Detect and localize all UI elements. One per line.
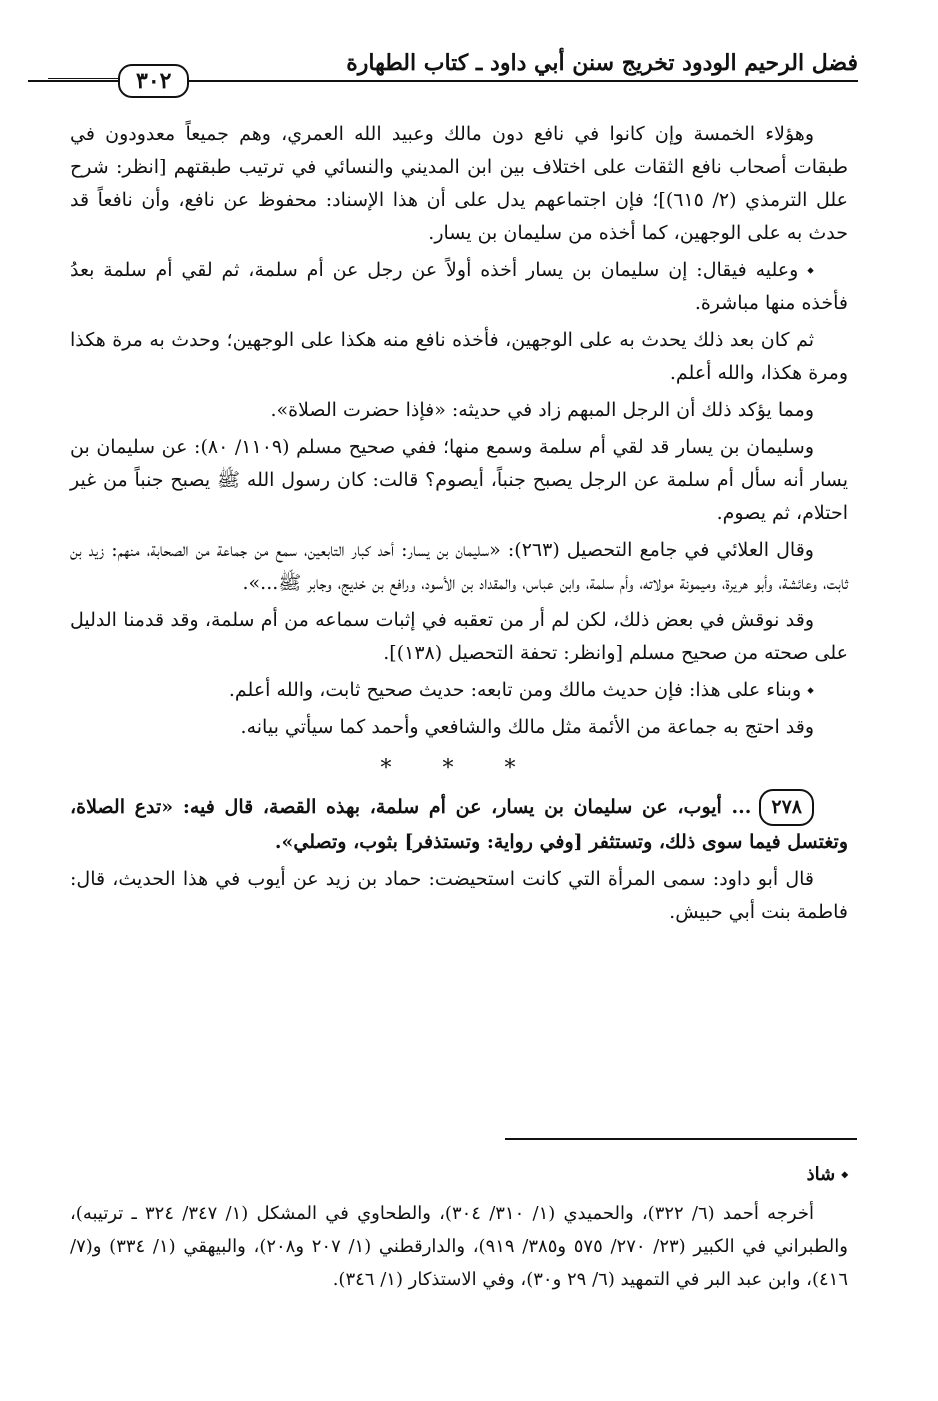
paragraph: وقد نوقش في بعض ذلك، لكن لم أر من تعقبه في إثبات سماعه من أم سلمة، وقد قدمنا الدليل على صحته من صحيح مسلم [وانظر: تحفة التحصيل (١٣٨)]. [70,609,848,664]
page-number: ٣٠٢ [118,64,189,98]
main-text [70,118,848,933]
paragraph: ثم كان بعد ذلك يحدث به على الوجهين، فأخذه نافع منه هكذا على الوجهين؛ وحدث به مرة هكذا ومرة هكذا، والله أعلم. [70,329,848,384]
section-divider: * * * [380,756,538,781]
paragraph: ⬩ وبناء على هذا: فإن حديث مالك ومن تابعه: حديث صحيح ثابت، والله أعلم. [228,679,814,701]
paragraph: وهؤلاء الخمسة وإن كانوا في نافع دون مالك وعبيد الله العمري، وهم جميعاً معدودون في طبقات أصحاب نافع الثقات على اختلاف بين ابن المديني والنسائي في ترتيب طبقتهم [انظر: شرح علل الترمذي (٢/ ٦١٥)]؛ فإن اجتماعهم يدل على أن هذا الإسناد: محفوظ عن نافع، وأن نافعاً قد حدث به على الوجهين، كما أخذه من سليمان بن يسار. [70,123,848,244]
running-title: فضل الرحيم الودود تخريج سنن أبي داود ـ كتاب الطهارة [346,50,858,76]
hadith-number: ٢٧٨ [759,789,814,826]
footnote-text: أخرجه أحمد (٦/ ٣٢٢)، والحميدي (١/ ٣١٠/ ٣٠٤)، والطحاوي في المشكل (١/ ٣٤٧/ ٣٢٤ ـ ترتيبه)، والطبراني في الكبير (٢٣/ ٢٧٠/ ٥٧٥ و٣٨٥/ ٩١٩)، والدارقطني (١/ ٢٠٧ و٢٠٨)، والبيهقي (١/ ٣٣٤) و(٧/ ٤١٦)، وابن عبد البر في التمهيد (٦/ ٢٩ و٣٠)، وفي الاستذكار (١/ ٣٤٦). [70,1203,848,1290]
paragraph: وقد احتج به جماعة من الأئمة مثل مالك والشافعي وأحمد كما سيأتي بيانه. [240,716,814,738]
hadith-text: ... أيوب، عن سليمان بن يسار، عن أم سلمة، بهذه القصة، قال فيه: «تدع الصلاة، وتغتسل فيما سوى ذلك، وتستثفر [وفي رواية: وتستذفر] بثوب، وتصلي». [70,796,848,853]
hadith-paragraph [70,789,848,859]
paragraph: ومما يؤكد ذلك أن الرجل المبهم زاد في حديثه: «فإذا حضرت الصلاة». [270,399,814,421]
paragraph: ⬩ وعليه فيقال: إن سليمان بن يسار أخذه أولاً عن رجل عن أم سلمة، ثم لقي أم سلمة بعدُ فأخذه منها مباشرة. [70,259,848,314]
page-header [28,40,858,94]
paragraph: وقال العلائي في جامع التحصيل (٢٦٣): «سليمان بن يسار: أحد كبار التابعين، سمع من جماعة من الصحابة، منهم: زيد بن ثابت، وعائشة، وأبو هريرة، وميمونة مولاته، وأم سلمة، وابن عباس، والمقداد بن الأسود، ورافع بن خديج، وجابر ﷺ...». [70,539,848,594]
paragraph: وسليمان بن يسار قد لقي أم سلمة وسمع منها؛ ففي صحيح مسلم (١١٠٩/ ٨٠): عن سليمان بن يسار أنه سأل أم سلمة عن الرجل يصبح جنباً، أيصوم؟ قالت: كان رسول الله ﷺ يصبح جنباً من غير احتلام، ثم يصوم. [70,436,849,524]
abu-dawud-note: قال أبو داود: سمى المرأة التي كانت استحيضت: حماد بن زيد عن أيوب في هذا الحديث، قال: فاطمة بنت أبي حبيش. [70,868,848,923]
footnote-heading: ⬩ شاذ [806,1164,848,1185]
footnote-rule [505,1138,857,1140]
footnote [70,1158,848,1296]
page-number-ornament [48,78,128,81]
